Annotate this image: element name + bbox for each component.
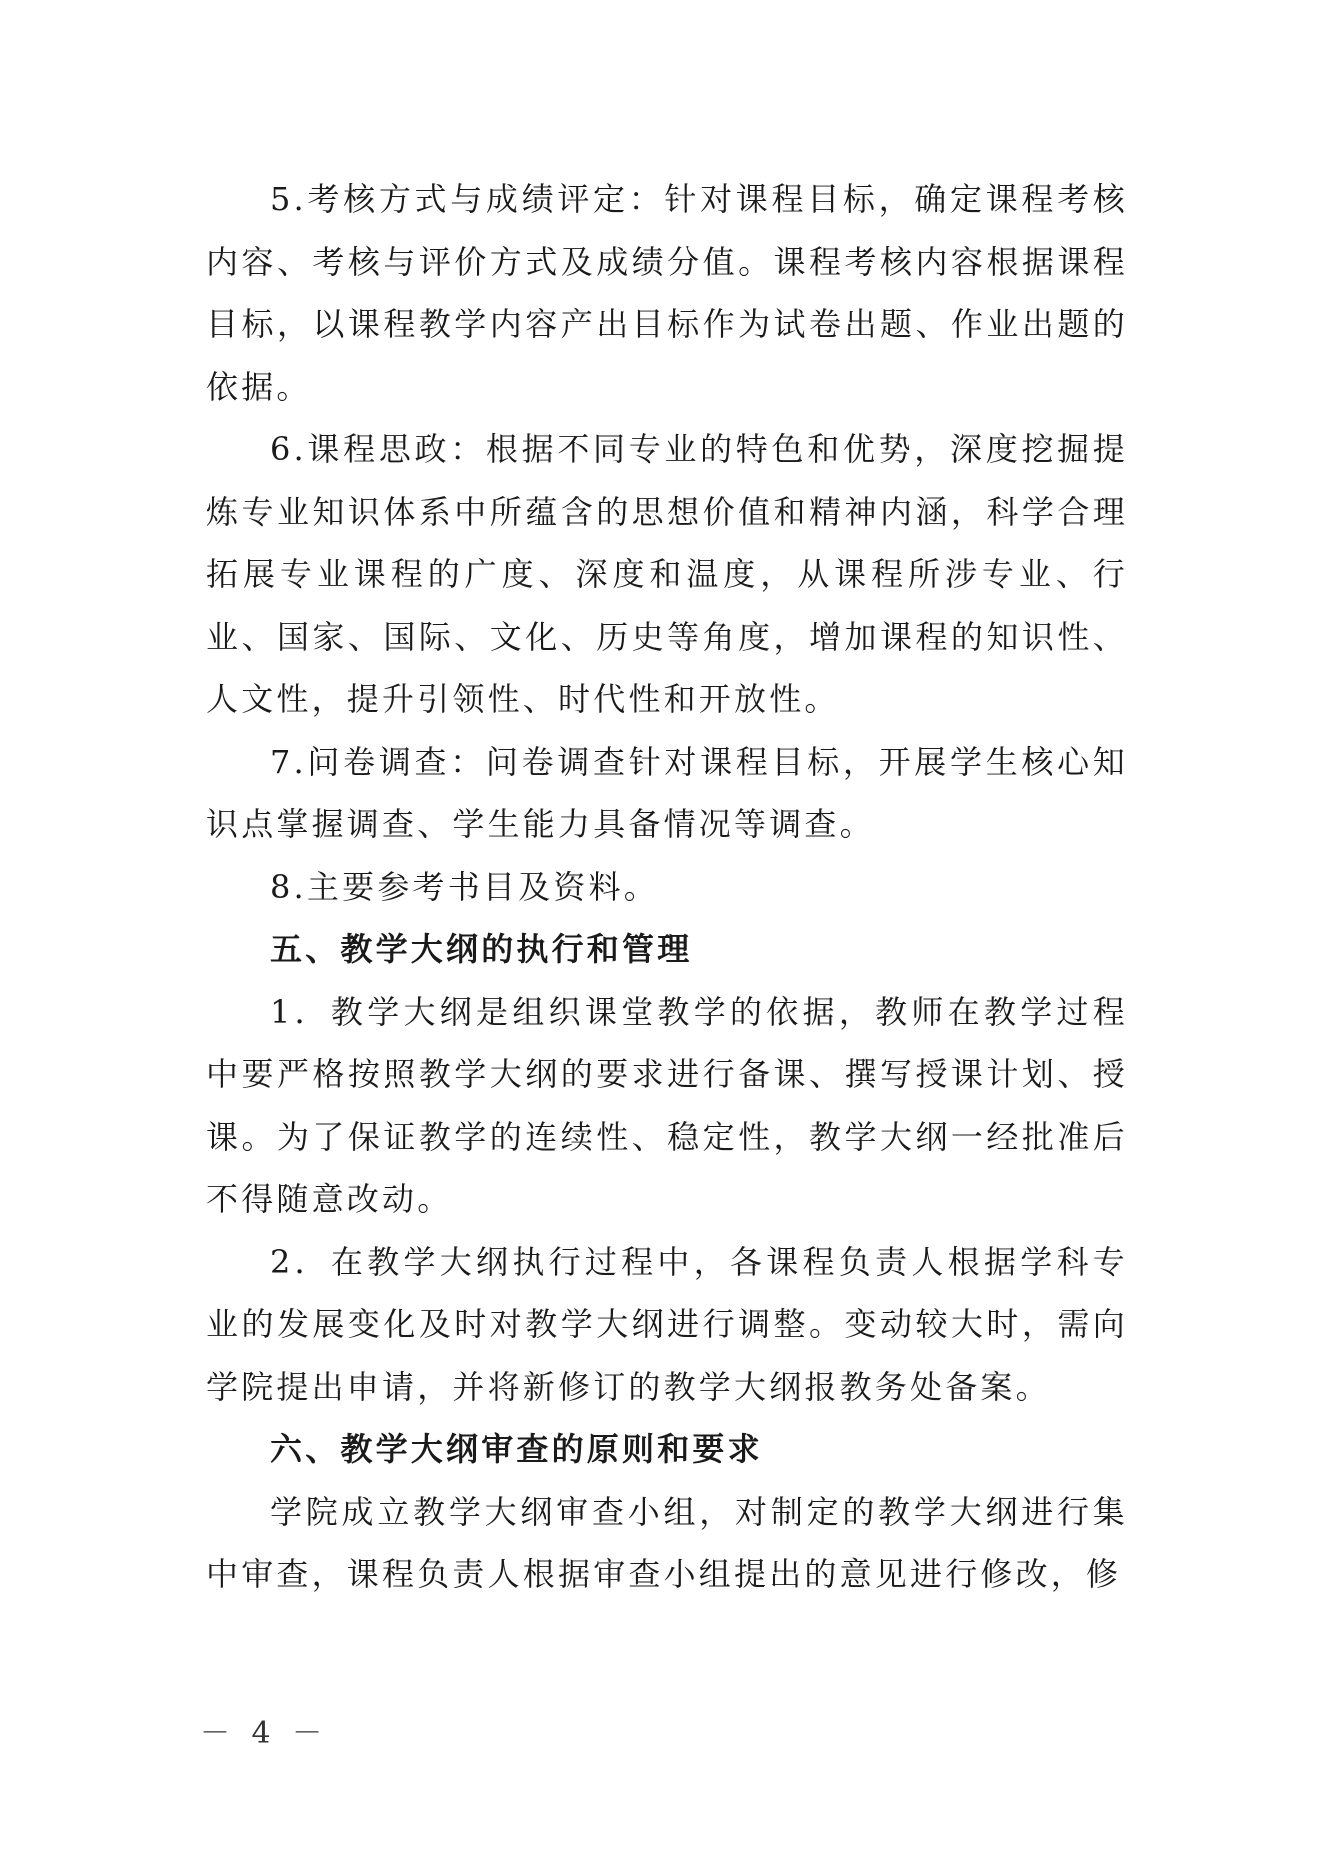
paragraph-execution-1: 1．教学大纲是组织课堂教学的依据，教师在教学过程中要严格按照教学大纲的要求进行备课、撰写授课计划、授课。为了保证教学的连续性、稳定性，教学大纲一经批准后不得随意改动。 [206, 992, 1128, 1218]
paragraph-ideology: 6.课程思政：根据不同专业的特色和优势，深度挖掘提炼专业知识体系中所蕴含的思想价值和精神内涵，科学合理拓展专业课程的广度、深度和温度，从课程所涉专业、行业、国家、国际、文化、历史等角度，增加课程的知识性、人文性，提升引领性、时代性和开放性。 [206, 430, 1128, 718]
paragraph-references: 8.主要参考书目及资料。 [270, 867, 659, 906]
paragraph-survey: 7.问卷调查：问卷调查针对课程目标，开展学生核心知识点掌握调查、学生能力具备情况等调查。 [206, 742, 1128, 843]
paragraph-execution-2: 2．在教学大纲执行过程中，各课程负责人根据学科专业的发展变化及时对教学大纲进行调整。变动较大时，需向学院提出申请，并将新修订的教学大纲报教务处备案。 [206, 1242, 1128, 1406]
page-number: － 4 － [200, 1716, 329, 1751]
paragraph-review: 学院成立教学大纲审查小组，对制定的教学大纲进行集中审查，课程负责人根据审查小组提出的意见进行修改，修 [206, 1492, 1128, 1593]
paragraph-assessment: 5.考核方式与成绩评定：针对课程目标，确定课程考核内容、考核与评价方式及成绩分值。课程考核内容根据课程目标，以课程教学内容产出目标作为试卷出题、作业出题的依据。 [206, 180, 1128, 406]
section-heading-execution: 五、教学大纲的执行和管理 [270, 930, 693, 968]
document-body [206, 168, 1128, 1606]
section-heading-review: 六、教学大纲审查的原则和要求 [270, 1430, 763, 1468]
